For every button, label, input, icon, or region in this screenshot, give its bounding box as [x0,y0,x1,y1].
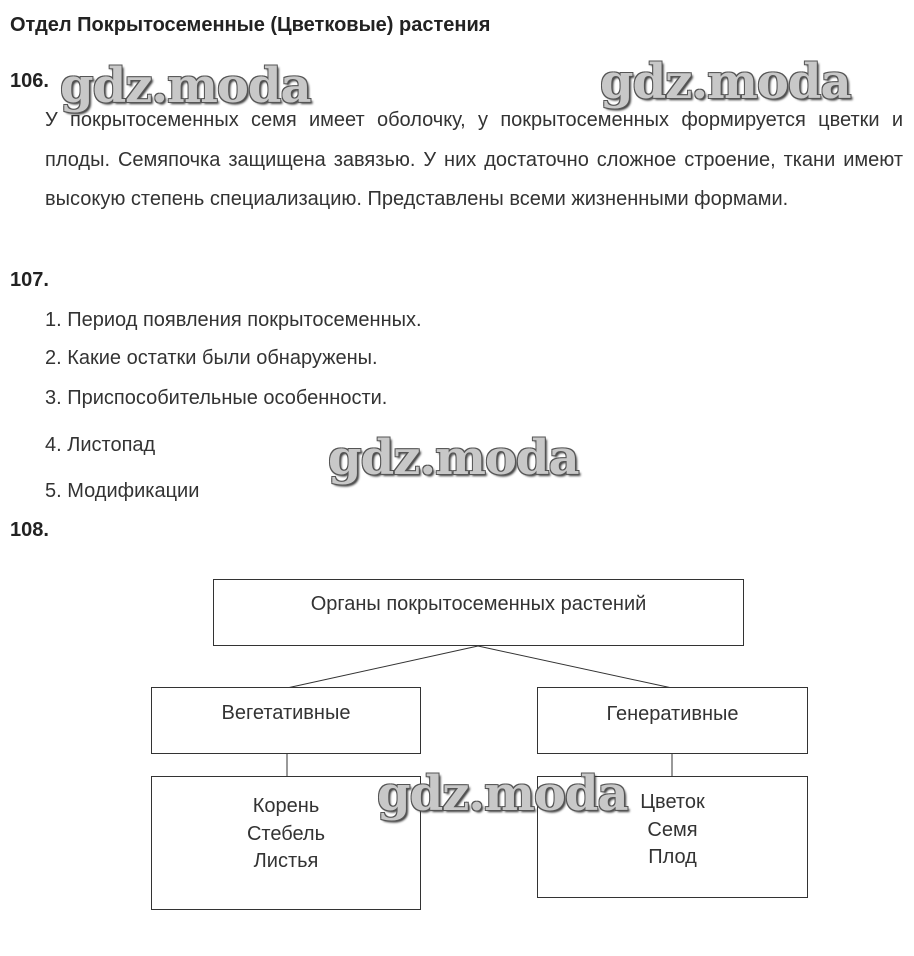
list-item: 2. Какие остатки были обнаружены. [45,347,378,369]
diagram-generative-list-box [537,776,808,898]
diagram-generative-label: Генеративные [606,703,739,725]
list-item: 1. Период появления покрытосеменных. [45,309,422,331]
connector-root-left [287,646,478,688]
question-108-number: 108. [10,519,49,541]
watermark: gdz.moda [377,766,628,822]
question-106-text: У покрытосеменных семя имеет оболочку, у покрытосеменных формируется цветки и плоды. Семяпочка защищена завязью. У них достаточно сложное строение, ткани имеют высокую степень специализацию. Представлены всеми жизненными формами. [45,109,903,210]
diagram-generative-box [537,687,808,754]
diagram-vegetative-list-box [151,776,421,910]
diagram-root-label: Органы покрытосеменных растений [310,593,647,615]
watermark: gdz.moda [600,54,851,110]
question-106-number: 106. [10,70,49,92]
vegetative-organ-item: Стебель [246,822,326,845]
list-item: 4. Листопад [45,434,156,456]
question-107-number: 107. [10,269,49,291]
connector-root-right [478,646,672,688]
vegetative-organ-item: Листья [253,850,319,872]
watermark: gdz.moda [328,430,579,486]
generative-organ-item: Семя [647,818,698,841]
watermark: gdz.moda [60,58,311,114]
vegetative-organ-item: Корень [252,795,320,817]
list-item: 3. Приспособительные особенности. [45,387,388,409]
diagram-vegetative-label: Вегетативные [221,702,351,724]
generative-organ-item: Плод [648,846,697,868]
generative-organ-item: Цветок [640,791,705,813]
diagram-vegetative-box [151,687,421,754]
diagram-root-box [213,579,744,646]
page-title: Отдел Покрытосеменные (Цветковые) растения [10,14,491,36]
list-item: 5. Модификации [45,480,200,502]
